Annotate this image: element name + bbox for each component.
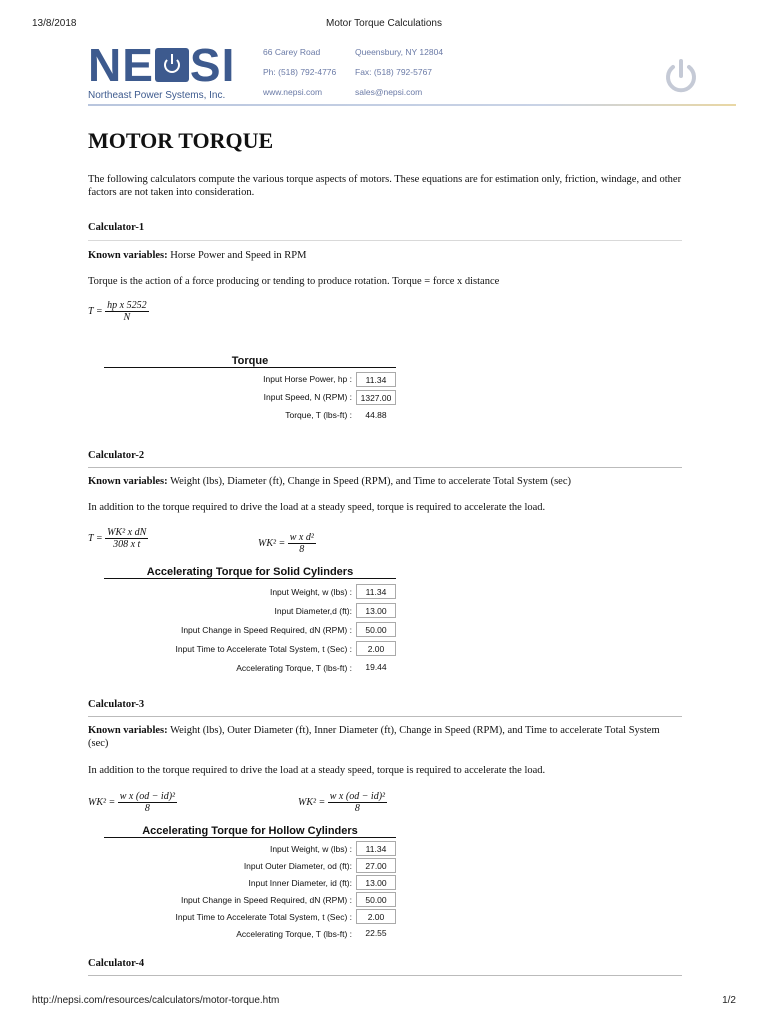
calc3-desc: In addition to the torque required to drive the load at a steady speed, torque is required to accelerate the load. bbox=[88, 765, 546, 776]
calc2-table-title: Accelerating Torque for Solid Cylinders bbox=[146, 566, 354, 578]
calc1-known-text: Horse Power and Speed in RPM bbox=[170, 250, 307, 261]
hollow-speed-change-input[interactable]: 50.00 bbox=[356, 892, 396, 907]
calc2-row-diameter bbox=[104, 601, 396, 620]
calc2-f2-numerator: w x d² bbox=[289, 532, 314, 543]
calc3-formula-left bbox=[88, 791, 177, 814]
calc1-row-speed bbox=[104, 388, 396, 406]
power-icon[interactable] bbox=[660, 56, 702, 98]
diameter-label: Input Diameter,d (ft): bbox=[274, 605, 352, 616]
calc3-row-torque bbox=[104, 925, 396, 942]
calc3-known-text: Weight (lbs), Outer Diameter (ft), Inner Diameter (ft), Change in Speed (RPM), and Time to accelerate Total System (sec) bbox=[88, 725, 660, 749]
calc2-row-time bbox=[104, 639, 396, 658]
hollow-torque-label: Accelerating Torque, T (lbs-ft) : bbox=[236, 928, 352, 939]
contact-phone: Ph: (518) 792-4776 bbox=[263, 67, 337, 77]
calc2-f2-denominator: 8 bbox=[299, 544, 305, 555]
calc2-row-torque bbox=[104, 658, 396, 677]
calc3-row-time bbox=[104, 908, 396, 925]
calc2-rule bbox=[88, 467, 682, 468]
calc3-row-outer bbox=[104, 857, 396, 874]
logo-text-right: SI bbox=[189, 39, 236, 91]
inner-diameter-label: Input Inner Diameter, id (ft): bbox=[248, 877, 352, 888]
calc2-row-weight bbox=[104, 582, 396, 601]
calc1-table-title: Torque bbox=[231, 355, 269, 367]
calc1-heading: Calculator-1 bbox=[88, 222, 145, 233]
print-date: 13/8/2018 bbox=[32, 18, 77, 29]
calc3-f1-denominator: 8 bbox=[144, 803, 150, 814]
calc1-known-label: Known variables: bbox=[88, 250, 168, 261]
hollow-time-input[interactable]: 2.00 bbox=[356, 909, 396, 924]
nepsi-logo[interactable] bbox=[88, 39, 238, 102]
calc2-known-label: Known variables: bbox=[88, 476, 168, 487]
calc3-heading: Calculator-3 bbox=[88, 699, 145, 710]
calc1-formula-lhs: T = bbox=[88, 305, 103, 317]
calc3-table-title: Accelerating Torque for Hollow Cylinders bbox=[142, 825, 358, 837]
hollow-time-label: Input Time to Accelerate Total System, t (Sec) : bbox=[175, 911, 352, 922]
diameter-input[interactable]: 13.00 bbox=[356, 603, 396, 618]
calc2-table bbox=[104, 566, 396, 677]
calc2-row-speed-change bbox=[104, 620, 396, 639]
calc1-desc: Torque is the action of a force producing or tending to produce rotation. Torque = force x distance bbox=[88, 276, 500, 287]
calc1-row-torque bbox=[104, 406, 396, 424]
hp-input[interactable]: 11.34 bbox=[356, 372, 396, 387]
calc1-table bbox=[104, 355, 396, 424]
calc2-f2-lhs: WK² = bbox=[258, 537, 286, 549]
calc1-row-hp bbox=[104, 370, 396, 388]
footer-page-number: 1/2 bbox=[722, 995, 736, 1006]
weight-input[interactable]: 11.34 bbox=[356, 584, 396, 599]
hollow-weight-label: Input Weight, w (lbs) : bbox=[269, 843, 352, 854]
calc3-f1-numerator: w x (od − id)² bbox=[119, 791, 176, 802]
calc2-table-rule bbox=[104, 578, 396, 579]
speed-change-label: Input Change in Speed Required, dN (RPM) : bbox=[180, 624, 352, 635]
weight-label: Input Weight, w (lbs) : bbox=[269, 586, 352, 597]
torque-output: 44.88 bbox=[365, 409, 387, 420]
page-title: MOTOR TORQUE bbox=[88, 128, 274, 153]
accel-torque-output: 19.44 bbox=[365, 662, 387, 672]
calc1-formula-denominator: N bbox=[123, 312, 131, 323]
calc1-formula bbox=[88, 300, 149, 323]
hollow-torque-output: 22.55 bbox=[365, 928, 387, 938]
speed-change-input[interactable]: 50.00 bbox=[356, 622, 396, 637]
calc3-known bbox=[88, 724, 678, 750]
calc3-f2-numerator: w x (od − id)² bbox=[329, 791, 386, 802]
speed-input[interactable]: 1327.00 bbox=[356, 390, 396, 405]
contact-address: 66 Carey Road bbox=[263, 47, 321, 57]
time-input[interactable]: 2.00 bbox=[356, 641, 396, 656]
calc2-heading: Calculator-2 bbox=[88, 450, 145, 461]
time-label: Input Time to Accelerate Total System, t (Sec) : bbox=[175, 643, 352, 654]
torque-label: Torque, T (lbs-ft) : bbox=[285, 410, 352, 420]
header-divider bbox=[88, 104, 736, 106]
contact-city: Queensbury, NY 12804 bbox=[355, 47, 444, 57]
hp-label: Input Horse Power, hp : bbox=[263, 374, 352, 384]
calc3-known-label: Known variables: bbox=[88, 725, 168, 736]
calc2-desc: In addition to the torque required to drive the load at a steady speed, torque is required to accelerate the load. bbox=[88, 502, 546, 513]
logo-power-icon bbox=[155, 48, 189, 82]
accel-torque-label: Accelerating Torque, T (lbs-ft) : bbox=[236, 662, 352, 673]
calc3-f2-denominator: 8 bbox=[354, 803, 360, 814]
calc4-heading: Calculator-4 bbox=[88, 958, 145, 969]
hollow-weight-input[interactable]: 11.34 bbox=[356, 841, 396, 856]
contact-fax: Fax: (518) 792-5767 bbox=[355, 67, 433, 77]
calc1-known bbox=[88, 249, 688, 262]
footer-url: http://nepsi.com/resources/calculators/motor-torque.htm bbox=[32, 995, 280, 1006]
speed-label: Input Speed, N (RPM) : bbox=[263, 392, 352, 402]
contact-left bbox=[263, 42, 336, 102]
logo-subtitle: Northeast Power Systems, Inc. bbox=[88, 90, 226, 101]
calc2-formula-wk2 bbox=[258, 532, 316, 555]
hollow-speed-change-label: Input Change in Speed Required, dN (RPM) : bbox=[180, 894, 352, 905]
calc2-known-text: Weight (lbs), Diameter (ft), Change in Speed (RPM), and Time to accelerate Total System (sec) bbox=[170, 476, 571, 487]
calc2-f1-numerator: WK² x dN bbox=[107, 527, 147, 538]
outer-diameter-input[interactable]: 27.00 bbox=[356, 858, 396, 873]
logo-text-left: NE bbox=[88, 39, 154, 91]
contact-email-link[interactable]: sales@nepsi.com bbox=[355, 87, 423, 97]
calc1-rule bbox=[88, 240, 682, 241]
calc3-table-rule bbox=[104, 837, 396, 838]
calc3-row-speed-change bbox=[104, 891, 396, 908]
outer-diameter-label: Input Outer Diameter, od (ft): bbox=[243, 860, 352, 871]
intro-text: The following calculators compute the various torque aspects of motors. These equations are for estimation only, friction, windage, and other factors are not taken into consideration. bbox=[88, 174, 682, 198]
calc2-known bbox=[88, 475, 688, 488]
contact-right bbox=[355, 42, 443, 102]
calc3-row-weight bbox=[104, 840, 396, 857]
print-title: Motor Torque Calculations bbox=[326, 18, 442, 29]
inner-diameter-input[interactable]: 13.00 bbox=[356, 875, 396, 890]
calc3-formula-right bbox=[298, 791, 387, 814]
calc3-table bbox=[104, 825, 396, 942]
calc4-rule bbox=[88, 975, 682, 976]
calc3-rule bbox=[88, 716, 682, 717]
calc1-table-rule bbox=[104, 367, 396, 368]
calc3-row-inner bbox=[104, 874, 396, 891]
calc2-f1-lhs: T = bbox=[88, 532, 103, 544]
calc3-f1-lhs: WK² = bbox=[88, 796, 116, 808]
calc2-f1-denominator: 308 x t bbox=[113, 539, 141, 550]
calc2-formula-torque bbox=[88, 527, 148, 550]
calc3-f2-lhs: WK² = bbox=[298, 796, 326, 808]
contact-web-link[interactable]: www.nepsi.com bbox=[263, 87, 323, 97]
calc1-formula-numerator: hp x 5252 bbox=[107, 300, 147, 311]
